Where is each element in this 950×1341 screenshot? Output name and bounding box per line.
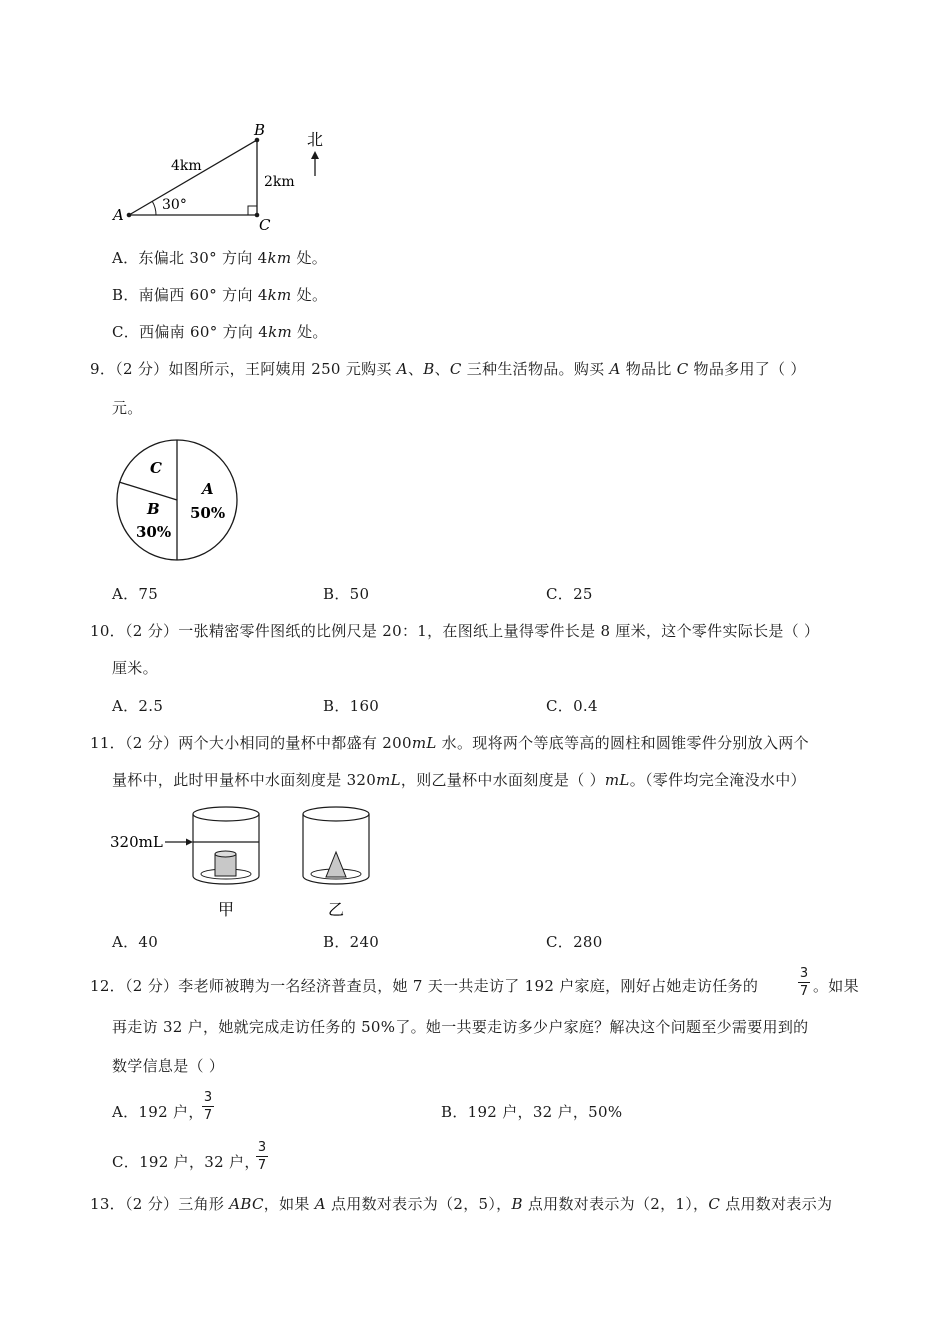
q12-option-b: B．192 户，32 户，50% — [441, 1103, 623, 1121]
q8-label-bc: 2km — [264, 174, 295, 190]
q9-option-b: B．50 — [323, 585, 370, 603]
q8-north-label: 北 — [307, 130, 324, 149]
q11-cup2-label: 乙 — [328, 900, 345, 919]
q12-option-a: A．192 户， — [112, 1103, 204, 1121]
q8-label-a: A — [113, 206, 124, 224]
q8-triangle-figure — [108, 118, 348, 236]
q12-stem-line1-tail: 。如果 — [813, 977, 859, 995]
q8-option-b: B．南偏西 60° 方向 4km 处。 — [112, 286, 328, 304]
q11-stem-line1: 11．（2 分）两个大小相同的量杯中都盛有 200mL 水。现将两个等底等高的圆柱和圆锥零件分别放入两个 — [90, 734, 809, 752]
q11-option-b: B．240 — [323, 933, 380, 951]
q12-stem-line3: 数学信息是（ ） — [112, 1057, 225, 1075]
q11-stem-line2: 量杯中，此时甲量杯中水面刻度是 320mL，则乙量杯中水面刻度是（ ）mL。（零件均完全淹没水中） — [112, 771, 806, 789]
q13-stem-line1: 13．（2 分）三角形 ABC，如果 A 点用数对表示为（2，5），B 点用数对表示为（2，1），C 点用数对表示为 — [90, 1195, 833, 1213]
pie-label-a: A — [202, 480, 214, 498]
pie-label-c: C — [150, 459, 162, 477]
q11-option-a: A．40 — [112, 933, 159, 951]
q8-option-c: C．西偏南 60° 方向 4km 处。 — [112, 323, 328, 341]
q12-option-c-fraction: 3 7 — [257, 1140, 267, 1173]
q12-stem-line2: 再走访 32 户，她就完成走访任务的 50%了。她一共要走访多少户家庭？解决这个问题至少需要用到的 — [112, 1018, 809, 1036]
q8-label-ab: 4km — [171, 158, 202, 174]
q8-label-b: B — [254, 121, 266, 139]
q10-option-b: B．160 — [323, 697, 380, 715]
q9-stem-line1: 9．（2 分）如图所示，王阿姨用 250 元购买 A、B、C 三种生活物品。购买 A 物品比 C 物品多用了（ ） — [90, 360, 806, 378]
q9-option-c: C．25 — [546, 585, 593, 603]
q12-stem-line1: 12．（2 分）李老师被聘为一名经济普查员，她 7 天一共走访了 192 户家庭，刚好占她走访任务的 — [90, 977, 759, 995]
q12-fraction-3-7: 3 7 — [799, 966, 809, 999]
pie-label-b: B — [147, 500, 160, 518]
q9-stem-line2: 元。 — [112, 399, 143, 417]
q11-level-label: 320mL — [110, 833, 163, 851]
q10-stem-line1: 10．（2 分）一张精密零件图纸的比例尺是 20：1，在图纸上量得零件长是 8 厘米，这个零件实际长是（ ） — [90, 622, 820, 640]
q11-cup1-label: 甲 — [218, 900, 235, 919]
q9-option-a: A．75 — [112, 585, 159, 603]
q8-label-angle: 30° — [162, 197, 187, 213]
q11-option-c: C．280 — [546, 933, 603, 951]
q12-option-c: C．192 户，32 户， — [112, 1153, 260, 1171]
q10-option-a: A．2.5 — [112, 697, 164, 715]
q12-option-a-fraction: 3 7 — [203, 1090, 213, 1123]
q8-option-a: A．东偏北 30° 方向 4km 处。 — [112, 249, 328, 267]
q10-option-c: C．0.4 — [546, 697, 598, 715]
q11-cups-figure — [108, 800, 398, 925]
pie-pct-a: 50% — [190, 504, 226, 522]
pie-pct-b: 30% — [136, 523, 172, 541]
q9-pie-chart — [114, 436, 244, 566]
q8-label-c: C — [259, 216, 271, 234]
q10-stem-line2: 厘米。 — [112, 659, 158, 677]
level-arrow-icon — [186, 839, 193, 846]
